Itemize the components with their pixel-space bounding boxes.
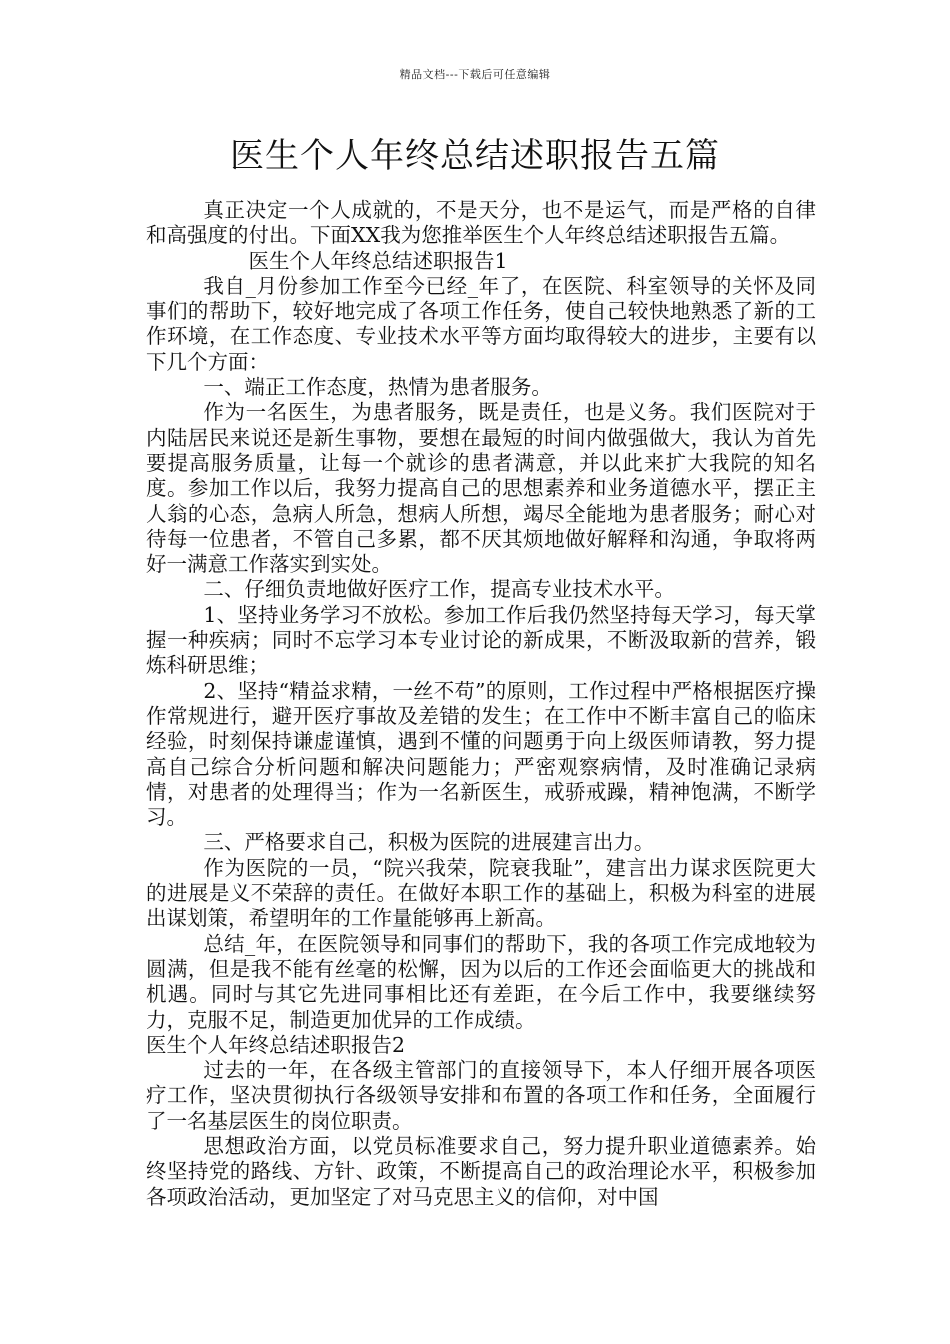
section-heading-report-2: 医生个人年终总结述职报告2 <box>146 1032 406 1057</box>
paragraph: 思想政治方面，以党员标准要求自己，努力提升职业道德素养。始终坚持党的路线、方针、政策，不断提高自己的政治理论水平，积极参加各项政治活动，更加坚定了对马克思主义的信仰，对中国 <box>146 1133 816 1209</box>
paragraph: 作为医院的一员，“院兴我荣，院衰我耻”，建言出力谋求医院更大的进展是义不荣辞的责任。在做好本职工作的基础上，积极为科室的进展出谋划策，希望明年的工作量能够再上新高。 <box>146 855 816 931</box>
paragraph: 过去的一年，在各级主管部门的直接领导下，本人仔细开展各项医疗工作，坚决贯彻执行各级领导安排和布置的各项工作和任务，全面履行了一名基层医生的岗位职责。 <box>146 1058 816 1133</box>
section-heading: 三、严格要求自己，积极为医院的进展建言出力。 <box>203 830 655 855</box>
document-body <box>146 198 816 1210</box>
section-heading: 一、端正工作态度，热情为患者服务。 <box>203 375 552 400</box>
section-heading: 二、仔细负责地做好医疗工作，提高专业技术水平。 <box>203 577 675 602</box>
page-title: 医生个人年终总结述职报告五篇 <box>230 136 720 176</box>
header-note: 精品文档---下载后可任意编辑 <box>399 68 551 81</box>
paragraph: 我自_月份参加工作至今已经_年了，在医院、科室领导的关怀及同事们的帮助下，较好地完成了各项工作任务，使自己较快地熟悉了新的工作环境，在工作态度、专业技术水平等方面均取得较大的进步，主要有以下几个方面： <box>146 273 816 374</box>
list-item: 2、坚持“精益求精，一丝不苟”的原则，工作过程中严格根据医疗操作常规进行，避开医疗事故及差错的发生；在工作中不断丰富自己的临床经验，时刻保持谦虚谨慎，遇到不懂的问题勇于向上级医师请教，努力提高自己综合分析问题和解决问题能力；严密观察病情，及时准确记录病情，对患者的处理得当；作为一名新医生，戒骄戒躁，精神饱满，不断学习。 <box>146 678 816 830</box>
paragraph: 作为一名医生，为患者服务，既是责任，也是义务。我们医院对于内陆居民来说还是新生事物，要想在最短的时间内做强做大，我认为首先要提高服务质量，让每一个就诊的患者满意，并以此来扩大我院的知名度。参加工作以后，我努力提高自己的思想素养和业务道德水平，摆正主人翁的心态，急病人所急，想病人所想，竭尽全能地为患者服务；耐心对待每一位患者，不管自己多累，都不厌其烦地做好解释和沟通，争取将两好一满意工作落实到实处。 <box>146 400 816 577</box>
paragraph: 总结_年，在医院领导和同事们的帮助下，我的各项工作完成地较为圆满，但是我不能有丝毫的松懈，因为以后的工作还会面临更大的挑战和机遇。同时与其它先进同事相比还有差距，在今后工作中，我要继续努力，克服不足，制造更加优异的工作成绩。 <box>146 931 816 1032</box>
section-heading-report-1: 医生个人年终总结述职报告1 <box>248 248 508 273</box>
intro-paragraph: 真正决定一个人成就的，不是天分，也不是运气，而是严格的自律和高强度的付出。下面XX我为您推举医生个人年终总结述职报告五篇。 <box>146 198 816 248</box>
list-item: 1、坚持业务学习不放松。参加工作后我仍然坚持每天学习，每天掌握一种疾病；同时不忘学习本专业讨论的新成果，不断汲取新的营养，锻炼科研思维； <box>146 602 816 678</box>
